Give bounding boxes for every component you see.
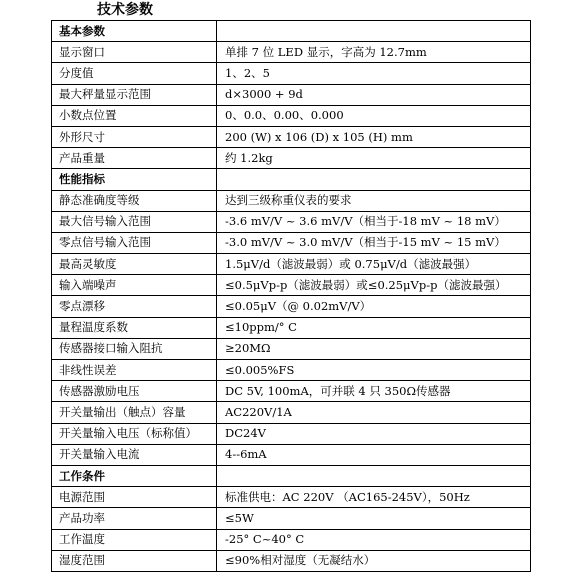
param-value: ≤5W xyxy=(217,508,531,529)
param-name: 零点漂移 xyxy=(52,296,217,317)
param-name: 电源范围 xyxy=(52,487,217,508)
param-name: 零点信号输入范围 xyxy=(52,232,217,253)
section-header: 性能指标 xyxy=(52,169,217,190)
param-value: 达到三级称重仪表的要求 xyxy=(217,190,531,211)
param-name: 最大秤量显示范围 xyxy=(52,84,217,105)
table-row xyxy=(52,211,531,232)
param-name: 传感器接口输入阻抗 xyxy=(52,338,217,359)
table-row xyxy=(52,275,531,296)
table-row xyxy=(52,381,531,402)
param-value: ≤0.05μV（@ 0.02mV/V） xyxy=(217,296,531,317)
document-title: 技术参数 xyxy=(97,2,153,18)
table-row xyxy=(52,126,531,147)
param-value: DC24V xyxy=(217,423,531,444)
section-header: 工作条件 xyxy=(52,465,217,486)
table-row xyxy=(52,63,531,84)
param-name: 小数点位置 xyxy=(52,105,217,126)
param-value: 4--6mA xyxy=(217,444,531,465)
table-row xyxy=(52,402,531,423)
param-name: 输入端噪声 xyxy=(52,275,217,296)
param-value: 1.5μV/d（滤波最弱）或 0.75μV/d（滤波最强） xyxy=(217,254,531,275)
param-name: 分度值 xyxy=(52,63,217,84)
section-header-row xyxy=(52,169,531,190)
table-row xyxy=(52,296,531,317)
param-name: 开关量输入电流 xyxy=(52,444,217,465)
param-value: 单排 7 位 LED 显示，字高为 12.7mm xyxy=(217,42,531,63)
param-name: 最高灵敏度 xyxy=(52,254,217,275)
section-header-blank xyxy=(217,21,531,42)
table-row xyxy=(52,487,531,508)
table-row xyxy=(52,360,531,381)
param-value: ≤90%相对湿度（无凝结水） xyxy=(217,550,531,571)
param-value: ≤10ppm/° C xyxy=(217,317,531,338)
section-header-row xyxy=(52,21,531,42)
table-row xyxy=(52,508,531,529)
param-name: 开关量输入电压（标称值） xyxy=(52,423,217,444)
param-value: ≥20MΩ xyxy=(217,338,531,359)
param-value: d×3000 + 9d xyxy=(217,84,531,105)
table-row xyxy=(52,42,531,63)
table-row xyxy=(52,190,531,211)
param-value: -3.0 mV/V ~ 3.0 mV/V（相当于-15 mV ~ 15 mV） xyxy=(217,232,531,253)
param-name: 外形尺寸 xyxy=(52,126,217,147)
table-row xyxy=(52,148,531,169)
param-value: 标准供电：AC 220V （AC165-245V），50Hz xyxy=(217,487,531,508)
param-value: 1、2、5 xyxy=(217,63,531,84)
section-header-row xyxy=(52,465,531,486)
table-row xyxy=(52,254,531,275)
param-name: 传感器激励电压 xyxy=(52,381,217,402)
param-value: -3.6 mV/V ~ 3.6 mV/V（相当于-18 mV ~ 18 mV） xyxy=(217,211,531,232)
table-row xyxy=(52,84,531,105)
spec-table-body xyxy=(52,21,531,572)
param-value: 0、0.0、0.00、0.000 xyxy=(217,105,531,126)
table-row xyxy=(52,317,531,338)
param-value: ≤0.5μVp-p（滤波最弱）或≤0.25μVp-p（滤波最强） xyxy=(217,275,531,296)
section-header-blank xyxy=(217,169,531,190)
section-header-blank xyxy=(217,465,531,486)
param-name: 工作温度 xyxy=(52,529,217,550)
param-name: 非线性误差 xyxy=(52,360,217,381)
spec-table xyxy=(51,20,531,572)
table-row xyxy=(52,232,531,253)
param-value: -25° C~40° C xyxy=(217,529,531,550)
param-name: 产品重量 xyxy=(52,148,217,169)
table-row xyxy=(52,423,531,444)
param-name: 静态准确度等级 xyxy=(52,190,217,211)
param-value: ≤0.005%FS xyxy=(217,360,531,381)
section-header: 基本参数 xyxy=(52,21,217,42)
table-row xyxy=(52,529,531,550)
param-value: DC 5V, 100mA，可并联 4 只 350Ω传感器 xyxy=(217,381,531,402)
param-name: 显示窗口 xyxy=(52,42,217,63)
param-name: 开关量输出（触点）容量 xyxy=(52,402,217,423)
param-name: 最大信号输入范围 xyxy=(52,211,217,232)
table-row xyxy=(52,444,531,465)
param-value: AC220V/1A xyxy=(217,402,531,423)
param-value: 约 1.2kg xyxy=(217,148,531,169)
table-row xyxy=(52,105,531,126)
table-row xyxy=(52,550,531,571)
param-value: 200 (W) x 106 (D) x 105 (H) mm xyxy=(217,126,531,147)
param-name: 湿度范围 xyxy=(52,550,217,571)
param-name: 量程温度系数 xyxy=(52,317,217,338)
table-row xyxy=(52,338,531,359)
param-name: 产品功率 xyxy=(52,508,217,529)
